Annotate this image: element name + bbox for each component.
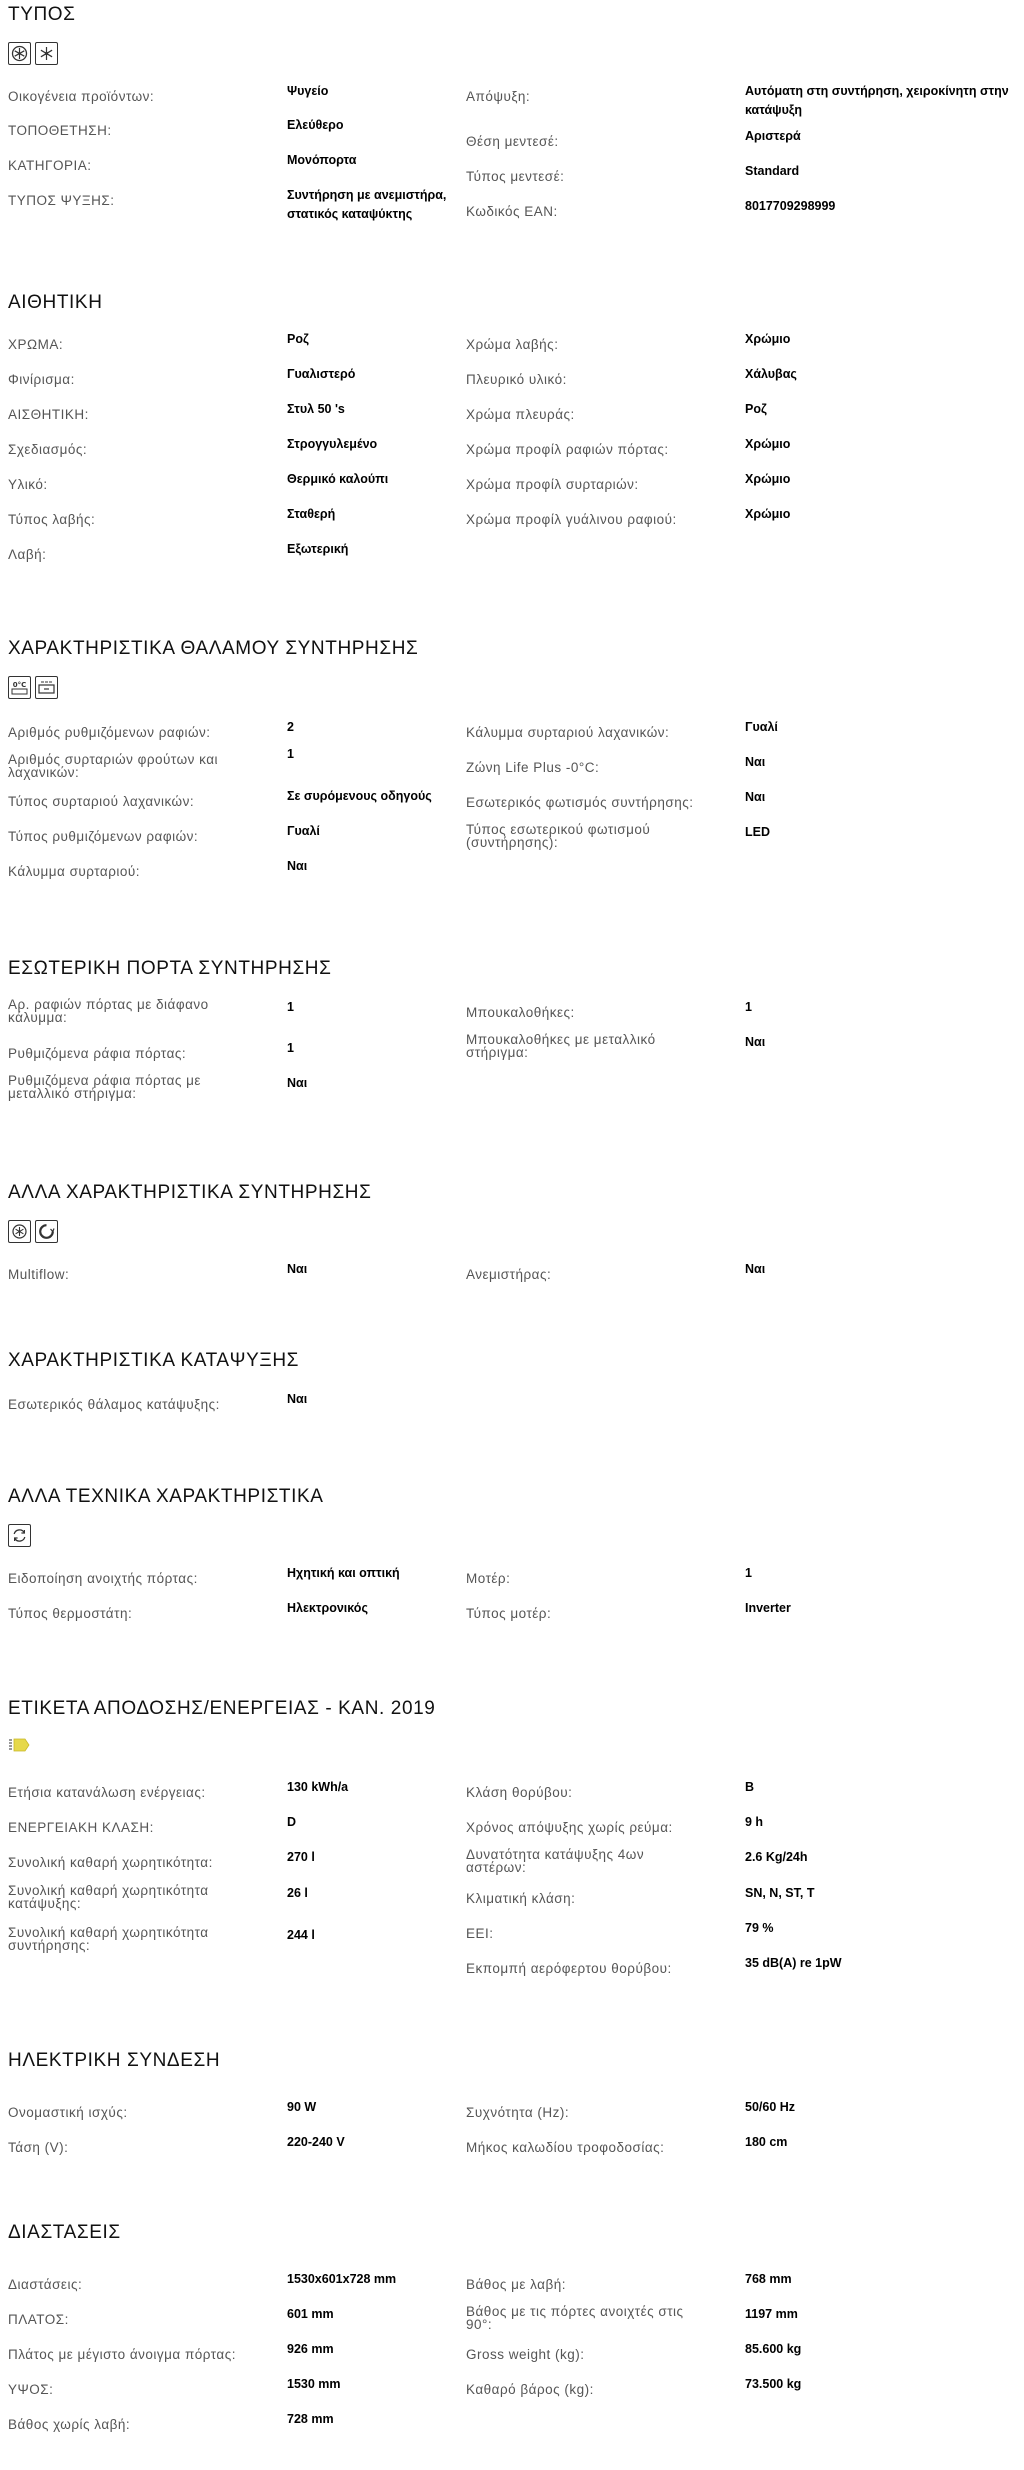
label-frequency: Συχνότητα (Hz): xyxy=(466,2105,570,2120)
label-bottle-racks-metal: Μπουκαλοθήκες με μεταλλικό στήριγμα: xyxy=(466,1032,656,1060)
snowflake-fan-icon xyxy=(8,42,31,65)
value-interior-light: Ναι xyxy=(745,790,766,804)
section-title: ΧΑΡΑΚΤΗΡΙΣΤΙΚΑ ΘΑΛΑΜΟΥ ΣΥΝΤΗΡΗΣΗΣ xyxy=(8,638,419,659)
zero-degree-zone-icon xyxy=(8,676,31,699)
label-eei: EEI: xyxy=(466,1926,494,1941)
value-color: Ροζ xyxy=(287,332,309,346)
label-interior-light-type: Τύπος εσωτερικού φωτισμού (συντήρησης): xyxy=(466,822,651,850)
value-depth-with-handle: 768 mm xyxy=(745,2272,792,2286)
value-motor: 1 xyxy=(745,1566,752,1580)
value-design: Στρογγυλεμένο xyxy=(287,437,378,451)
label-category: ΚΑΤΗΓΟΡΙΑ: xyxy=(8,158,92,173)
value-height: 1530 mm xyxy=(287,2377,341,2391)
label-defrost: Απόψυξη: xyxy=(466,89,531,104)
label-internal-freezer: Εσωτερικός θάλαμος κατάψυξης: xyxy=(8,1397,220,1412)
label-glass-shelf-profile-color: Χρώμα προφίλ γυάλινου ραφιού: xyxy=(466,512,677,527)
value-finish: Γυαλιστερό xyxy=(287,367,356,381)
value-crisper-drawers: 1 xyxy=(287,747,294,761)
value-handle: Εξωτερική xyxy=(287,542,349,556)
value-noise-class: B xyxy=(745,1780,755,1794)
value-total-capacity: 270 l xyxy=(287,1850,315,1864)
value-fridge-capacity: 244 l xyxy=(287,1928,315,1942)
label-handle-color: Χρώμα λαβής: xyxy=(466,337,559,352)
label-multiflow: Multiflow: xyxy=(8,1267,70,1282)
value-material: Θερμικό καλούπι xyxy=(287,472,389,486)
section-title: ΔΙΑΣΤΑΣΕΙΣ xyxy=(8,2222,121,2243)
label-side-color: Χρώμα πλευράς: xyxy=(466,407,575,422)
label-power-failure-time: Χρόνος απόψυξης χωρίς ρεύμα: xyxy=(466,1820,673,1835)
value-door-shelf-profile-color: Χρώμιο xyxy=(745,437,791,451)
label-noise-class: Κλάση θορύβου: xyxy=(466,1785,573,1800)
value-cooling-type: Συντήρηση με ανεμιστήρα, στατικός καταψύκτης xyxy=(287,188,447,221)
value-door-shelves-metal: Ναι xyxy=(287,1076,308,1090)
section-title: ΕΤΙΚΕΤΑ ΑΠΟΔΟΣΗΣ/ΕΝΕΡΓΕΙΑΣ - ΚΑΝ. 2019 xyxy=(8,1698,436,1719)
energy-label-icon xyxy=(8,1738,30,1757)
label-crisper-drawers: Αριθμός συρταριών φρούτων και λαχανικών: xyxy=(8,752,218,780)
value-glass-shelf-profile-color: Χρώμιο xyxy=(745,507,791,521)
value-installation: Ελεύθερο xyxy=(287,118,344,132)
label-climate-class: Κλιματική κλάση: xyxy=(466,1891,576,1906)
label-bottle-racks: Μπουκαλοθήκες: xyxy=(466,1005,575,1020)
label-width-door-open: Πλάτος με μέγιστο άνοιγμα πόρτας: xyxy=(8,2347,236,2362)
value-life-plus-zone: Ναι xyxy=(745,755,766,769)
label-dimensions: Διαστάσεις: xyxy=(8,2277,83,2292)
value-bottle-racks-metal: Ναι xyxy=(745,1035,766,1049)
value-freezer-capacity: 26 l xyxy=(287,1886,308,1900)
label-width: ΠΛΑΤΟΣ: xyxy=(8,2312,69,2327)
label-cooling-type: ΤΥΠΟΣ ΨΥΞΗΣ: xyxy=(8,193,115,208)
label-freezer-capacity: Συνολική καθαρή χωρητικότητα κατάψυξης: xyxy=(8,1883,209,1911)
label-door-shelf-profile-color: Χρώμα προφίλ ραφιών πόρτας: xyxy=(466,442,669,457)
label-voltage: Τάση (V): xyxy=(8,2140,69,2155)
label-height: ΥΨΟΣ: xyxy=(8,2382,54,2397)
label-side-material: Πλευρικό υλικό: xyxy=(466,372,567,387)
value-crisper-type: Σε συρόμενους οδηγούς xyxy=(287,789,432,803)
label-freezing-capacity: Δυνατότητα κατάψυξης 4ων αστέρων: xyxy=(466,1847,645,1875)
value-door-alarm: Ηχητική και οπτική xyxy=(287,1566,400,1580)
label-adjustable-door-shelves: Ρυθμιζόμενα ράφια πόρτας: xyxy=(8,1046,187,1061)
value-width-door-open: 926 mm xyxy=(287,2342,334,2356)
value-depth-doors-90: 1197 mm xyxy=(745,2307,798,2321)
label-life-plus-zone: Ζώνη Life Plus -0°C: xyxy=(466,760,600,775)
label-fridge-capacity: Συνολική καθαρή χωρητικότητα συντήρησης: xyxy=(8,1925,209,1953)
label-gross-weight: Gross weight (kg): xyxy=(466,2347,585,2362)
label-airborne-noise: Εκπομπή αερόφερτου θορύβου: xyxy=(466,1961,672,1976)
value-thermostat-type: Ηλεκτρονικός xyxy=(287,1601,368,1615)
value-handle-color: Χρώμιο xyxy=(745,332,791,346)
value-gross-weight: 85.600 kg xyxy=(745,2342,802,2356)
value-multiflow: Ναι xyxy=(287,1262,308,1276)
value-adjustable-door-shelves: 1 xyxy=(287,1041,294,1055)
fan-icon xyxy=(35,1220,58,1243)
value-internal-freezer: Ναι xyxy=(287,1392,308,1406)
section-title: ΗΛΕΚΤΡΙΚΗ ΣΥΝΔΕΣΗ xyxy=(8,2050,221,2071)
value-adjustable-shelves: 2 xyxy=(287,720,294,734)
value-width: 601 mm xyxy=(287,2307,334,2321)
value-depth-no-handle: 728 mm xyxy=(287,2412,334,2426)
label-hinge-type: Τύπος μεντεσέ: xyxy=(466,169,565,184)
label-installation: ΤΟΠΟΘΕΤΗΣΗ: xyxy=(8,123,112,138)
section-title: ΤΥΠΟΣ xyxy=(8,4,76,25)
label-shelf-type: Τύπος ρυθμιζόμενων ραφιών: xyxy=(8,829,199,844)
section-title: ΧΑΡΑΚΤΗΡΙΣΤΙΚΑ ΚΑΤΑΨΥΞΗΣ xyxy=(8,1350,300,1371)
value-drawer-cover: Ναι xyxy=(287,859,308,873)
value-cable-length: 180 cm xyxy=(745,2135,788,2149)
label-color: ΧΡΩΜΑ: xyxy=(8,337,64,352)
value-aesthetic: Στυλ 50 's xyxy=(287,402,345,416)
value-fan: Ναι xyxy=(745,1262,766,1276)
value-category: Μονόπορτα xyxy=(287,153,357,167)
label-aesthetic: ΑΙΣΘΗΤΙΚΗ: xyxy=(8,407,89,422)
section-title: ΑΛΛΑ ΤΕΧΝΙΚΑ ΧΑΡΑΚΤΗΡΙΣΤΙΚΑ xyxy=(8,1486,324,1507)
value-drawer-profile-color: Χρώμιο xyxy=(745,472,791,486)
label-drawer-cover: Κάλυμμα συρταριού: xyxy=(8,864,141,879)
label-motor-type: Τύπος μοτέρ: xyxy=(466,1606,552,1621)
value-bottle-racks: 1 xyxy=(745,1000,752,1014)
label-ean: Κωδικός EAN: xyxy=(466,204,558,219)
label-door-alarm: Ειδοποίηση ανοιχτής πόρτας: xyxy=(8,1571,198,1586)
value-energy-class: D xyxy=(287,1815,297,1829)
value-airborne-noise: 35 dB(A) re 1pW xyxy=(745,1956,842,1970)
label-cable-length: Μήκος καλωδίου τροφοδοσίας: xyxy=(466,2140,665,2155)
svg-text:0°C: 0°C xyxy=(12,681,27,689)
value-motor-type: Inverter xyxy=(745,1601,791,1615)
value-frequency: 50/60 Hz xyxy=(745,2100,796,2114)
value-ean: 8017709298999 xyxy=(745,199,836,213)
value-freezing-capacity: 2.6 Kg/24h xyxy=(745,1850,808,1864)
label-total-capacity: Συνολική καθαρή χωρητικότητα: xyxy=(8,1855,213,1870)
label-design: Σχεδιασμός: xyxy=(8,442,88,457)
label-door-shelves-covered: Αρ. ραφιών πόρτας με διάφανο κάλυμμα: xyxy=(8,997,209,1025)
label-net-weight: Καθαρό βάρος (kg): xyxy=(466,2382,594,2397)
value-annual-consumption: 130 kWh/a xyxy=(287,1780,349,1794)
label-energy-class: ΕΝΕΡΓΕΙΑΚΗ ΚΛΑΣΗ: xyxy=(8,1820,154,1835)
section-title: ΕΣΩΤΕΡΙΚΗ ΠΟΡΤΑ ΣΥΝΤΗΡΗΣΗΣ xyxy=(8,958,332,979)
drawer-icon xyxy=(35,676,58,699)
value-dimensions: 1530x601x728 mm xyxy=(287,2272,397,2286)
value-interior-light-type: LED xyxy=(745,825,770,839)
label-adjustable-shelves: Αριθμός ρυθμιζόμενων ραφιών: xyxy=(8,725,211,740)
label-handle-type: Τύπος λαβής: xyxy=(8,512,96,527)
value-rated-power: 90 W xyxy=(287,2100,317,2114)
value-shelf-type: Γυαλί xyxy=(287,824,320,838)
snowflake-icon xyxy=(35,42,58,65)
value-handle-type: Σταθερή xyxy=(287,507,336,521)
value-hinge-type: Standard xyxy=(745,164,800,178)
value-power-failure-time: 9 h xyxy=(745,1815,764,1829)
label-annual-consumption: Ετήσια κατανάλωση ενέργειας: xyxy=(8,1785,206,1800)
label-product-family: Οικογένεια προϊόντων: xyxy=(8,89,155,104)
value-side-color: Ροζ xyxy=(745,402,767,416)
section-title: ΑΙΘΗΤΙΚΗ xyxy=(8,292,103,313)
label-rated-power: Ονομαστική ισχύς: xyxy=(8,2105,128,2120)
label-handle: Λαβή: xyxy=(8,547,47,562)
label-crisper-type: Τύπος συρταριού λαχανικών: xyxy=(8,794,195,809)
value-defrost: Αυτόματη στη συντήρηση, χειροκίνητη στην κατάψυξη xyxy=(745,84,1009,117)
label-drawer-profile-color: Χρώμα προφίλ συρταριών: xyxy=(466,477,639,492)
label-crisper-cover: Κάλυμμα συρταριού λαχανικών: xyxy=(466,725,670,740)
value-eei: 79 % xyxy=(745,1921,774,1935)
label-depth-with-handle: Βάθος με λαβή: xyxy=(466,2277,567,2292)
label-door-shelves-metal: Ρυθμιζόμενα ράφια πόρτας με μεταλλικό στήριγμα: xyxy=(8,1073,201,1101)
label-material: Υλικό: xyxy=(8,477,48,492)
label-thermostat-type: Τύπος θερμοστάτη: xyxy=(8,1606,133,1621)
section-title: ΑΛΛΑ ΧΑΡΑΚΤΗΡΙΣΤΙΚΑ ΣΥΝΤΗΡΗΣΗΣ xyxy=(8,1182,372,1203)
label-motor: Μοτέρ: xyxy=(466,1571,511,1586)
label-hinge-position: Θέση μεντεσέ: xyxy=(466,134,559,149)
value-door-shelves-covered: 1 xyxy=(287,1000,294,1014)
label-depth-doors-90: Βάθος με τις πόρτες ανοιχτές στις 90°: xyxy=(466,2304,684,2332)
value-side-material: Χάλυβας xyxy=(745,367,797,381)
multiflow-icon xyxy=(8,1220,31,1243)
value-product-family: Ψυγείο xyxy=(287,84,329,98)
value-net-weight: 73.500 kg xyxy=(745,2377,802,2391)
value-voltage: 220-240 V xyxy=(287,2135,345,2149)
label-fan: Ανεμιστήρας: xyxy=(466,1267,552,1282)
value-climate-class: SN, N, ST, T xyxy=(745,1886,815,1900)
label-depth-no-handle: Βάθος χωρίς λαβή: xyxy=(8,2417,131,2432)
value-hinge-position: Αριστερά xyxy=(745,129,801,143)
label-finish: Φινίρισμα: xyxy=(8,372,75,387)
label-interior-light: Εσωτερικός φωτισμός συντήρησης: xyxy=(466,795,694,810)
value-crisper-cover: Γυαλί xyxy=(745,720,778,734)
inverter-motor-icon xyxy=(8,1524,31,1547)
